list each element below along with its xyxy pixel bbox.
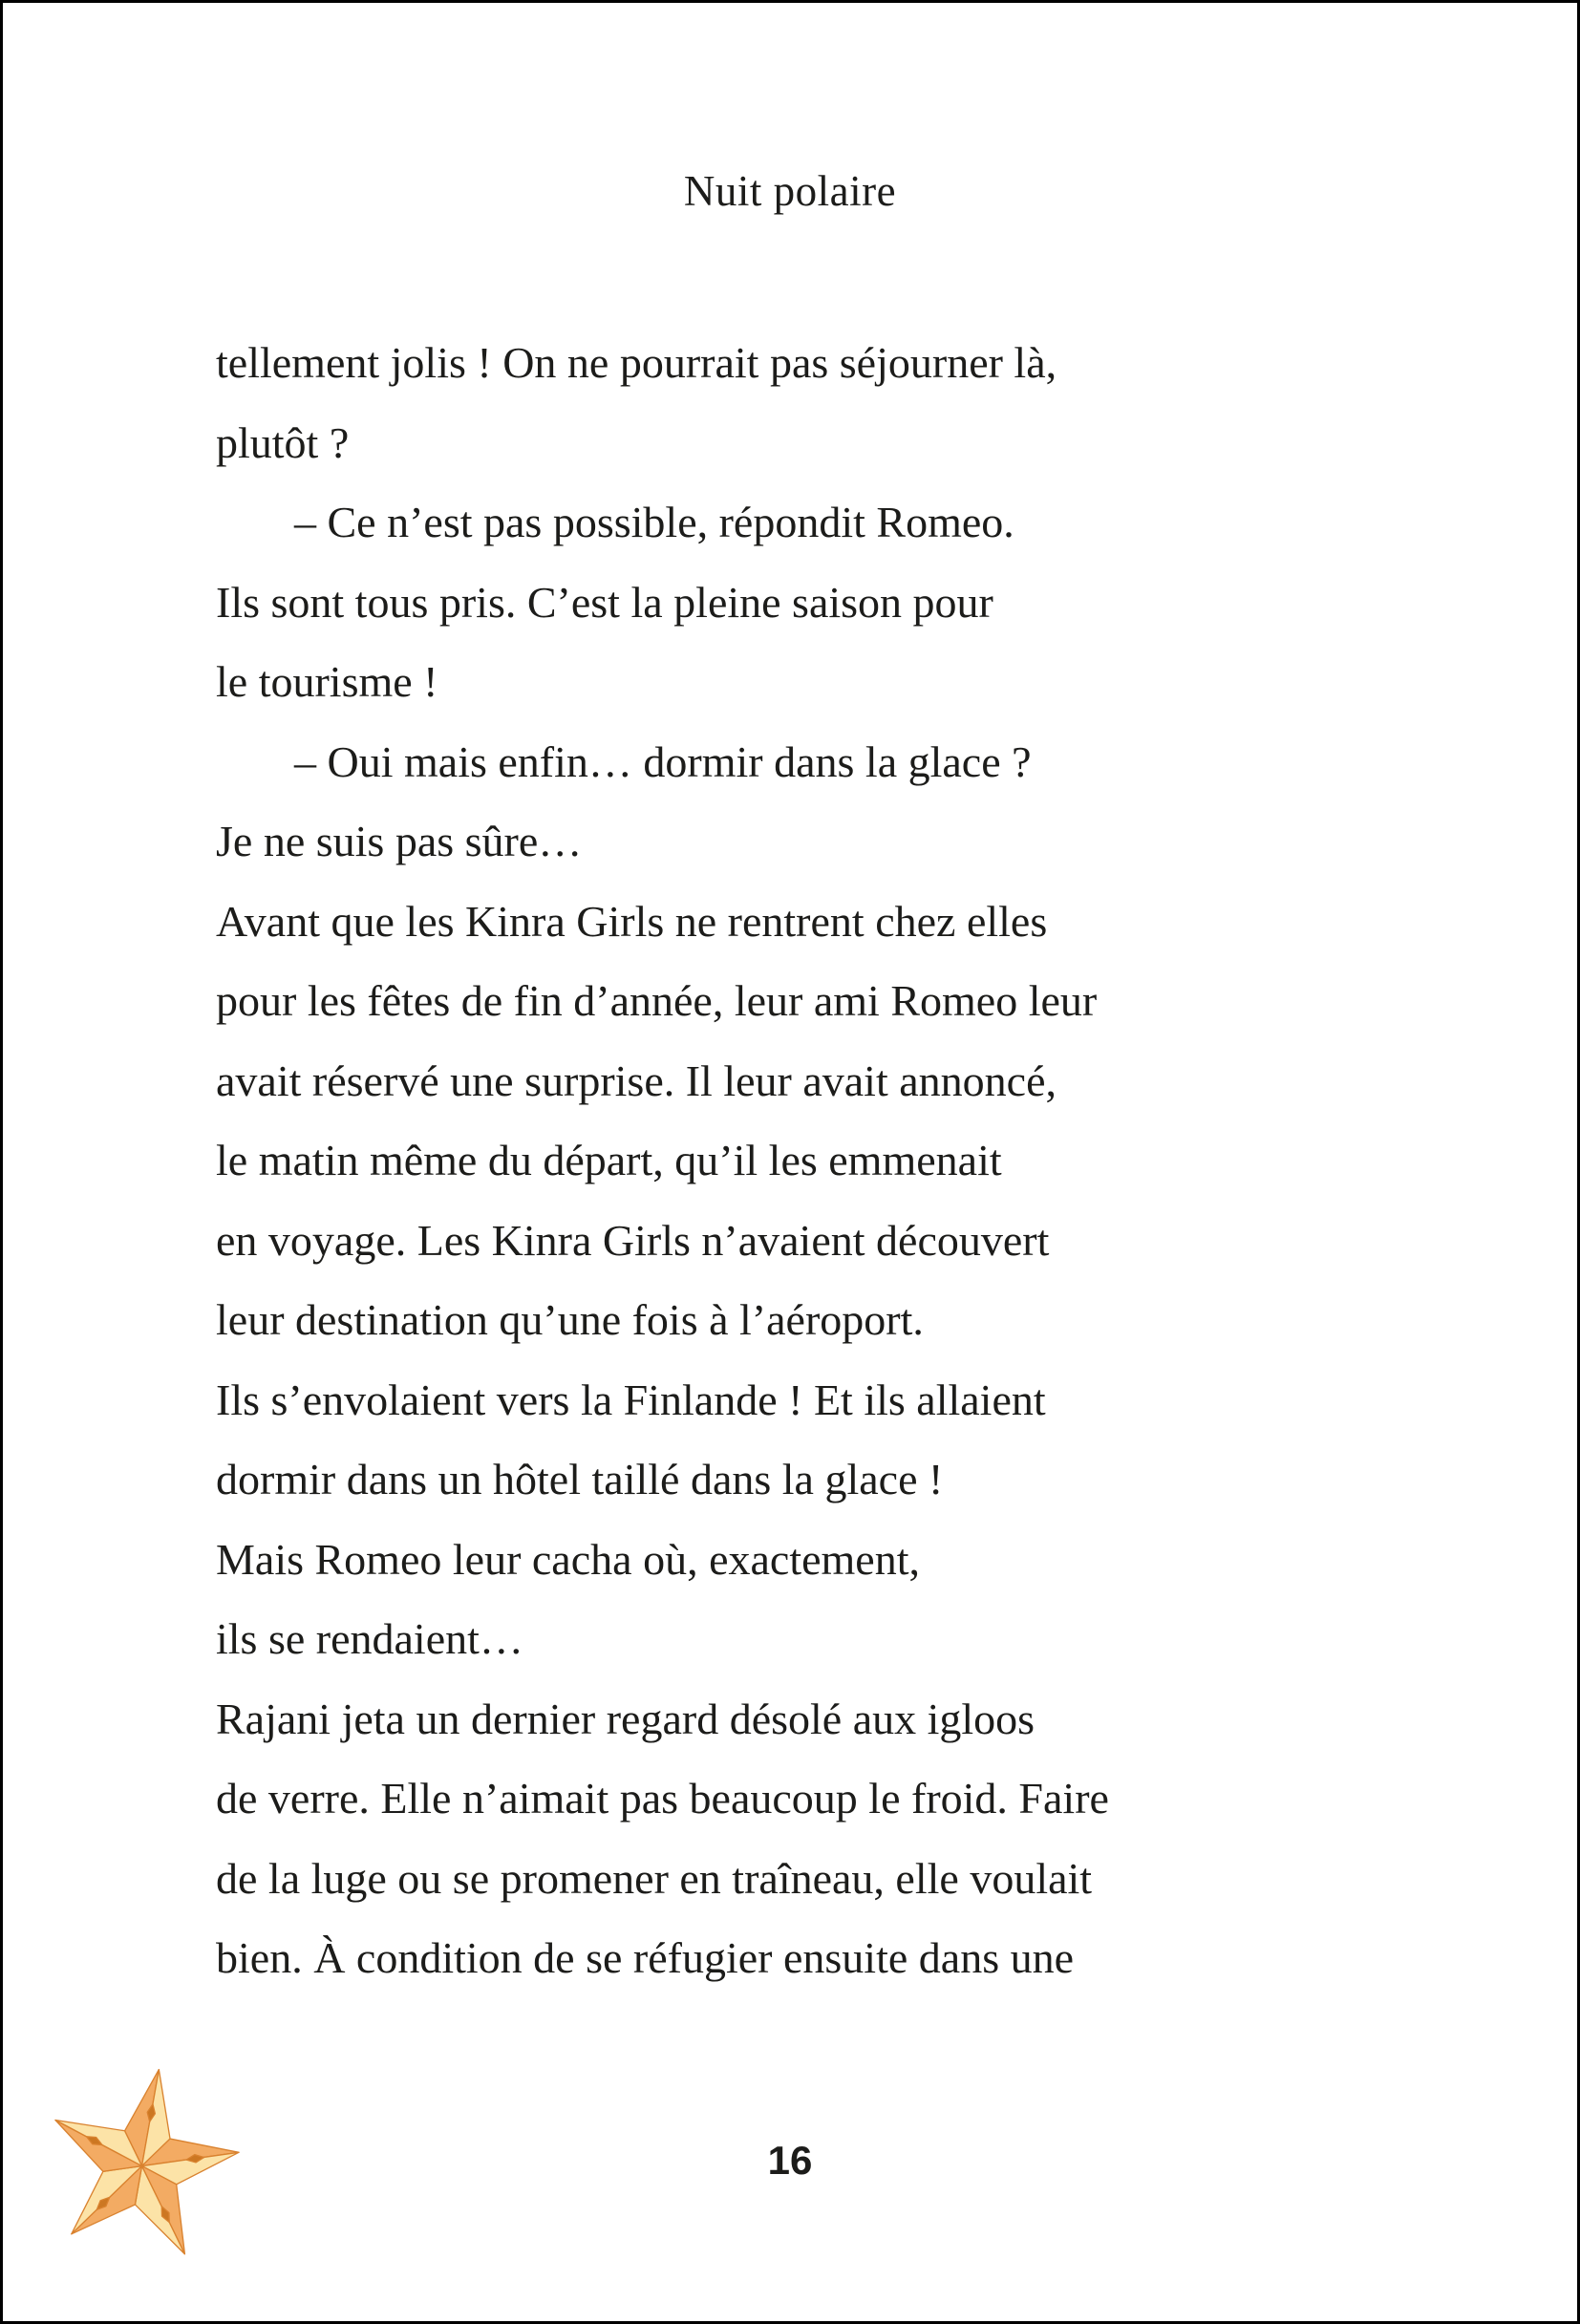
text-line: le tourisme ! xyxy=(216,657,438,706)
text-line: Rajani jeta un dernier regard désolé aux igloos xyxy=(216,1694,1036,1743)
text-line: Avant que les Kinra Girls ne rentrent chez elles xyxy=(216,896,1048,946)
text-line: leur destination qu’une fois à l’aéroport. xyxy=(216,1295,924,1344)
text-line: bien. À condition de se réfugier ensuite dans une xyxy=(216,1933,1075,1982)
page-number: 16 xyxy=(767,2138,813,2183)
text-line: de la luge ou se promener en traîneau, elle voulait xyxy=(216,1853,1093,1903)
text-line: Mais Romeo leur cacha où, exactement, xyxy=(216,1534,920,1584)
chapter-title: Nuit polaire xyxy=(683,167,897,215)
text-line: Ils sont tous pris. C’est la pleine saison pour xyxy=(216,577,993,627)
text-line: ils se rendaient… xyxy=(216,1614,523,1663)
body-text xyxy=(216,323,1109,1998)
text-line: Je ne suis pas sûre… xyxy=(216,817,583,865)
text-line: tellement jolis ! On ne pourrait pas séjourner là, xyxy=(216,338,1057,387)
text-line: de verre. Elle n’aimait pas beaucoup le froid. Faire xyxy=(216,1774,1109,1823)
text-line: en voyage. Les Kinra Girls n’avaient découvert xyxy=(216,1215,1050,1265)
text-line: pour les fêtes de fin d’année, leur ami Romeo leur xyxy=(216,976,1098,1025)
text-line: Ils s’envolaient vers la Finlande ! Et ils allaient xyxy=(216,1375,1046,1424)
text-line: – Oui mais enfin… dormir dans la glace ? xyxy=(294,736,1032,786)
text-line: plutôt ? xyxy=(216,417,350,467)
text-line: le matin même du départ, qu’il les emmenait xyxy=(216,1136,1002,1184)
text-line: – Ce n’est pas possible, répondit Romeo. xyxy=(294,498,1014,546)
text-line: avait réservé une surprise. Il leur avait annoncé, xyxy=(216,1055,1057,1105)
text-line: dormir dans un hôtel taillé dans la glace ! xyxy=(216,1455,944,1503)
